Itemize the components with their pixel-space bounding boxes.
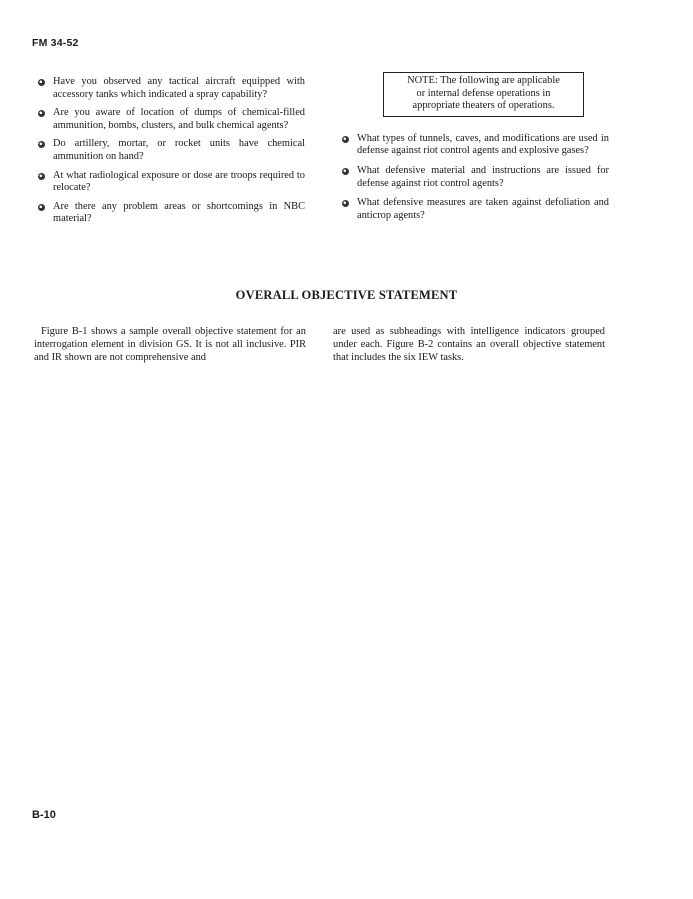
note-box [383,72,584,117]
bullet-icon [38,79,45,86]
list-item [341,133,609,158]
bullet-icon [342,136,349,143]
note-line: or internal defense operations in [416,87,551,99]
list-item-text: Are there any problem areas or shortcomings in NBC material? [53,200,305,225]
list-item-text: What types of tunnels, caves, and modifications are used in defense against riot control agents and explosive gases? [357,132,609,157]
document-id-header: FM 34-52 [32,37,79,49]
left-bullet-list [37,76,305,226]
paragraph-left: Figure B-1 shows a sample overall objective statement for an interrogation element in division GS. It is not all inclusive. PIR and IR shown are not comprehensive and [34,326,306,363]
list-item-text: Do artillery, mortar, or rocket units have chemical ammunition on hand? [53,138,305,162]
list-item [341,197,609,222]
list-item-text: What defensive material and instructions are issued for defense against riot control agents? [357,164,609,189]
list-item [37,201,305,226]
section-heading: OVERALL OBJECTIVE STATEMENT [235,288,458,302]
list-item-text: What defensive measures are taken against defoliation and anticrop agents? [357,197,609,221]
note-line: appropriate theaters of operations. [412,100,555,112]
right-column [341,72,609,229]
bullet-icon [38,173,45,180]
list-item [341,165,609,190]
list-item-text: Are you aware of location of dumps of chemical-filled ammunition, bombs, clusters, and bulk chemical agents? [53,107,305,131]
bullet-icon [342,200,349,207]
list-item-text: At what radiological exposure or dose are troops required to relocate? [53,169,305,194]
list-item [37,76,305,101]
list-item-text: Have you observed any tactical aircraft equipped with accessory tanks which indicated a spray capability? [53,76,305,100]
bullet-icon [342,168,349,175]
right-bullet-list [341,133,609,223]
bullet-icon [38,110,45,117]
bullet-icon [38,141,45,148]
list-item [37,107,305,132]
page-number: B-10 [32,809,56,821]
bullet-icon [38,204,45,211]
note-line: NOTE: The following are applicable [407,75,560,86]
list-item [37,170,305,195]
left-column [37,76,305,232]
paragraph-right: are used as subheadings with intelligence indicators grouped under each. Figure B-2 contains an overall objective statement that includes the six IEW tasks. [333,326,605,363]
list-item [37,138,305,163]
